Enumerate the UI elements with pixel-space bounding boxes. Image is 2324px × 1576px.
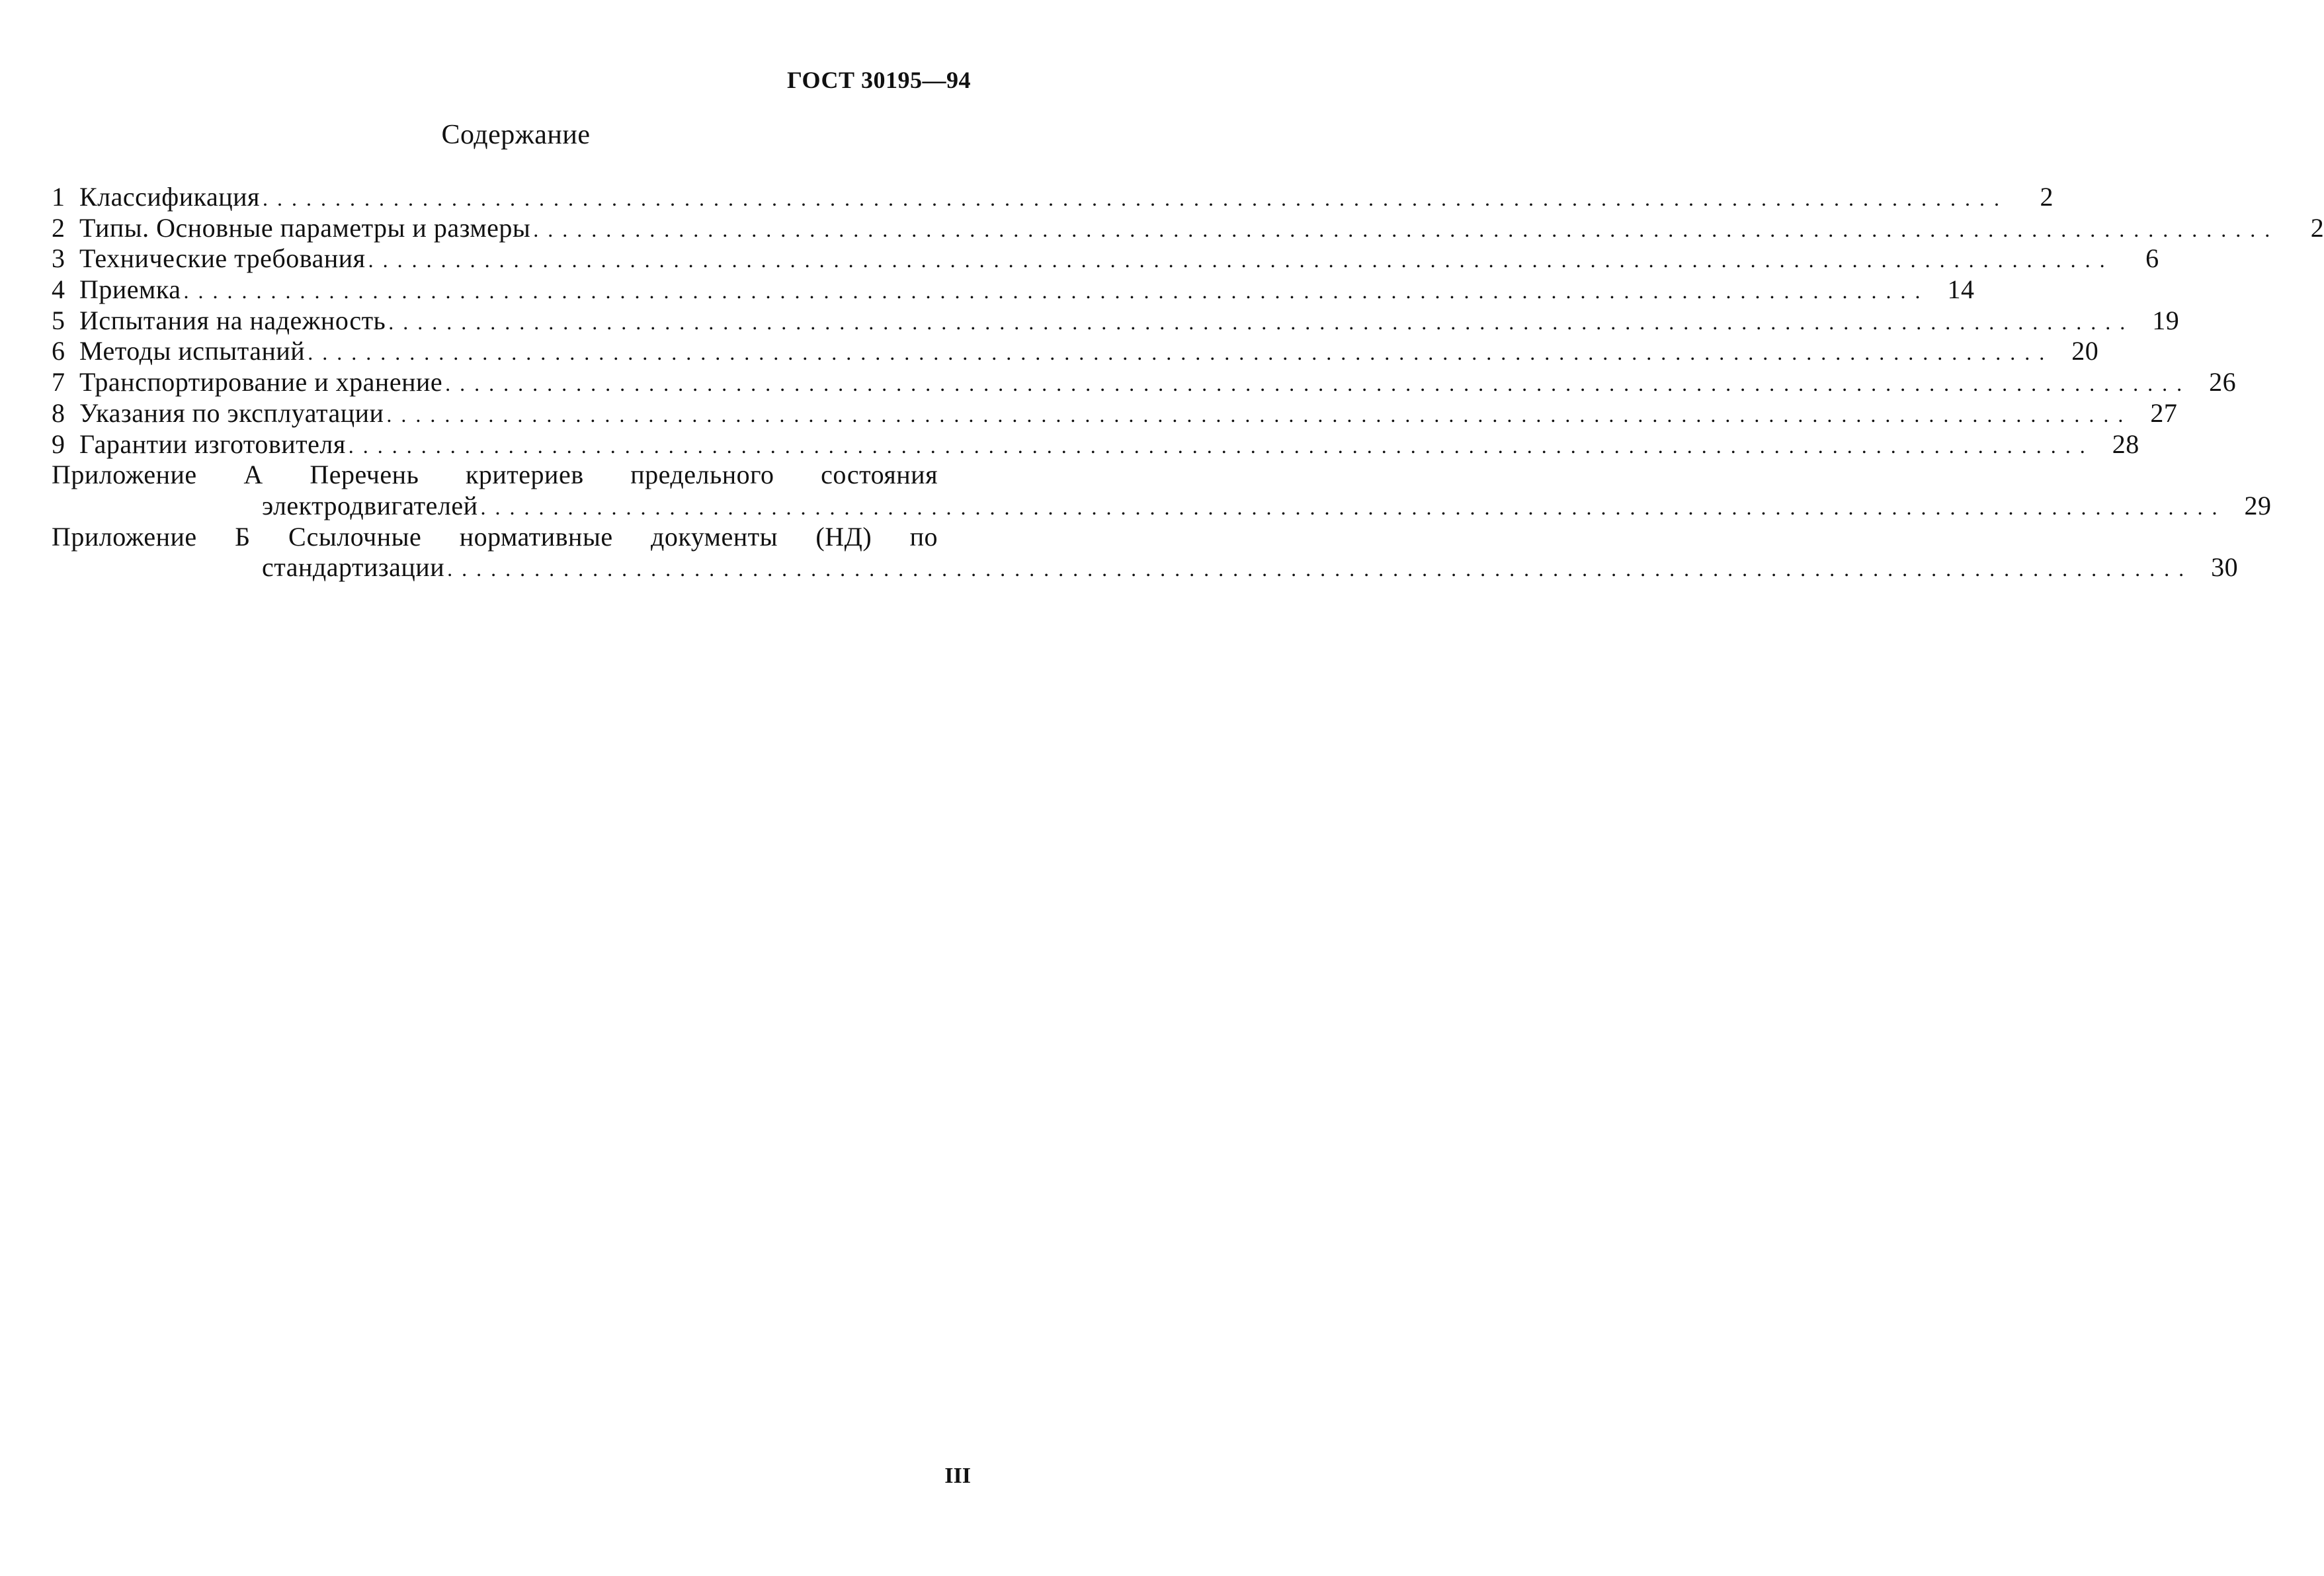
appendix-title-line [52,522,938,553]
leader-dots: ........................................................................................................................ [480,495,2227,519]
toc-entry-label: Транспортирование и хранение [79,367,443,397]
toc-entry-label: Технические требования [79,243,366,274]
toc-entry-label: Указания по эксплуатации [79,397,384,428]
toc-entry-2[interactable] [52,212,2324,244]
leader-dots: ........................................................................................................................ [386,402,2133,427]
toc-entry-6[interactable] [52,336,2099,367]
appendix-word: Перечень [310,460,419,490]
toc-entry-number: 9 [52,429,65,459]
toc-entry-page: 27 [2150,397,2178,428]
toc-appendix-a[interactable] [52,460,2272,521]
appendix-word: Ссылочные [288,521,422,552]
leader-dots: ........................................................................................................................ [445,372,2192,396]
toc-entry-label: Приемка [79,274,181,305]
toc-entry-1[interactable] [52,182,2054,213]
appendix-title-line [52,460,938,491]
toc-entry-3[interactable] [52,243,2159,274]
toc-entry-label: Методы испытаний [79,336,306,366]
appendix-word: Приложение [52,460,197,490]
toc-entry-page: 14 [1947,274,1975,305]
toc-entry-page: 6 [2145,243,2159,274]
toc-entry-4[interactable] [52,274,1975,306]
toc-entry-7[interactable] [52,367,2237,398]
appendix-title-continuation [52,490,2272,522]
leader-dots: ........................................................................................................................ [348,433,2095,458]
leader-dots: ........................................................................................................................ [183,279,1930,304]
appendix-word: Приложение [52,521,197,552]
toc-entry-label: Гарантии изготовителя [79,429,346,459]
toc-entry-page: 26 [2209,367,2237,397]
toc-entry-number: 8 [52,397,65,428]
appendix-word: Б [235,521,251,552]
toc-entry-label: стандартизации [262,552,445,583]
toc-entry-number: 6 [52,336,65,366]
toc-entry-page: 20 [2071,336,2099,366]
toc-entry-label: электродвигателей [262,490,478,520]
appendix-word: документы [650,521,778,552]
appendix-word: А [243,460,263,490]
appendix-word: критериев [465,460,584,490]
toc-entry-label: Типы. Основные параметры и размеры [79,212,531,243]
toc-entry-5[interactable] [52,305,2180,337]
toc-entry-label: Испытания на надежность [79,305,386,335]
table-of-contents [52,182,2324,583]
appendix-title-continuation [52,552,2239,583]
toc-entry-page: 29 [2244,490,2272,520]
leader-dots: ........................................................................................................................ [447,557,2194,581]
appendix-word: состояния [821,460,938,490]
toc-entry-number: 5 [52,305,65,335]
toc-entry-page: 2 [2040,182,2054,212]
page-number: III [944,1464,971,1488]
toc-entry-label: Классификация [79,182,260,212]
toc-entry-page: 2 [2310,212,2324,243]
appendix-word: нормативные [459,521,613,552]
toc-entry-number: 4 [52,274,65,305]
leader-dots: ........................................................................................................................ [262,187,2009,210]
appendix-word: по [909,521,938,552]
toc-entry-9[interactable] [52,429,2139,460]
toc-entry-number: 3 [52,243,65,274]
toc-appendix-b[interactable] [52,521,2239,583]
toc-title: Содержание [441,120,591,150]
appendix-word: (НД) [815,521,872,552]
leader-dots: ........................................................................................................................ [388,310,2135,334]
leader-dots: ........................................................................................................................ [308,341,2054,365]
toc-entry-page: 28 [2112,429,2139,459]
toc-entry-page: 30 [2211,552,2239,583]
toc-entry-number: 7 [52,367,65,397]
toc-entry-page: 19 [2152,305,2180,335]
leader-dots: ........................................................................................................................ [368,248,2114,272]
appendix-word: предельного [630,460,774,490]
leader-dots: ........................................................................................................................ [533,217,2280,241]
standard-code-header: ГОСТ 30195—94 [787,67,971,93]
toc-entry-number: 2 [52,212,65,243]
toc-entry-8[interactable] [52,397,2178,429]
toc-entry-number: 1 [52,182,65,212]
